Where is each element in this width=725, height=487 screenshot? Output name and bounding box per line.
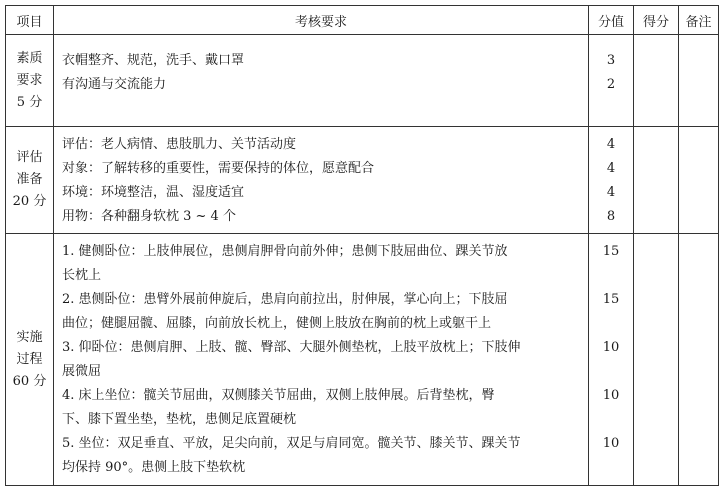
requirement-line: 1. 健侧卧位：上肢伸展位，患侧肩胛骨向前外伸；患侧下肢屈曲位、踝关节放	[62, 244, 508, 259]
category-line: 60 分	[12, 373, 47, 389]
requirement-line: 曲位；健腿屈髋、屈膝，向前放长枕上，健侧上肢放在胸前的枕上或躯干上	[62, 316, 492, 331]
category-line: 评估	[16, 150, 43, 165]
requirement-line: 用物：各种翻身软枕 3 ~ 4 个	[62, 209, 236, 224]
header-got: 得分	[634, 6, 679, 35]
requirement-impl	[54, 234, 589, 486]
points-value: 3	[606, 53, 616, 68]
section-prep-row	[6, 127, 719, 234]
requirement-quality	[54, 35, 589, 127]
got-cell	[634, 35, 679, 127]
category-prep	[6, 127, 54, 234]
category-impl	[6, 234, 54, 486]
header-row	[6, 6, 719, 35]
requirement-line: 长枕上	[62, 268, 102, 283]
section-impl-row	[6, 234, 719, 486]
got-cell	[634, 127, 679, 234]
requirement-line: 衣帽整齐、规范，洗手、戴口罩	[62, 53, 245, 68]
points-value: 8	[606, 209, 616, 224]
points-value: 4	[606, 137, 616, 152]
got-cell	[634, 234, 679, 486]
points-value: 10	[602, 388, 620, 403]
category-line: 素质	[16, 50, 43, 66]
points-value: 4	[606, 185, 616, 200]
points-impl	[589, 234, 634, 486]
category-quality	[6, 35, 54, 127]
requirement-line: 下、膝下置坐垫，垫枕，患侧足底置硬枕	[62, 412, 297, 427]
requirement-line: 对象：了解转移的重要性，需要保持的体位，愿意配合	[62, 161, 375, 176]
header-item: 项目	[6, 6, 54, 35]
points-value: 4	[606, 161, 616, 176]
category-line: 过程	[16, 351, 43, 367]
category-line: 20 分	[12, 194, 47, 209]
points-value: 10	[602, 340, 620, 355]
points-quality	[589, 35, 634, 127]
requirement-line: 均保持 90°。患侧上肢下垫软枕	[62, 460, 246, 475]
header-note: 备注	[679, 6, 719, 35]
requirement-line: 环境：环境整洁，温、湿度适宜	[62, 185, 245, 200]
header-requirement: 考核要求	[54, 6, 589, 35]
points-value: 15	[602, 244, 620, 259]
points-value: 10	[602, 436, 620, 451]
requirement-line: 3. 仰卧位：患侧肩胛、上肢、髋、臀部、大腿外侧垫枕，上肢平放枕上；下肢伸	[62, 340, 521, 355]
category-line: 要求	[16, 72, 43, 88]
requirement-prep	[54, 127, 589, 234]
requirement-line: 有沟通与交流能力	[62, 77, 167, 92]
section-quality-row	[6, 35, 719, 127]
requirement-line: 展微屈	[62, 364, 102, 379]
note-cell	[679, 234, 719, 486]
note-cell	[679, 35, 719, 127]
points-prep	[589, 127, 634, 234]
points-value: 15	[602, 292, 620, 307]
header-points: 分值	[589, 6, 634, 35]
category-line: 实施	[16, 329, 43, 345]
category-line: 5 分	[16, 94, 43, 110]
points-value: 2	[606, 77, 616, 92]
category-line: 准备	[16, 172, 43, 187]
assessment-table	[5, 5, 719, 486]
requirement-line: 评估：老人病情、患肢肌力、关节活动度	[62, 137, 297, 152]
requirement-line: 5. 坐位：双足垂直、平放，足尖向前，双足与肩同宽。髋关节、膝关节、踝关节	[62, 436, 521, 451]
note-cell	[679, 127, 719, 234]
requirement-line: 4. 床上坐位：髋关节屈曲，双侧膝关节屈曲，双侧上肢伸展。后背垫枕，臀	[62, 388, 495, 403]
requirement-line: 2. 患侧卧位：患臂外展前伸旋后，患肩向前拉出，肘伸展，掌心向上；下肢屈	[62, 292, 508, 307]
